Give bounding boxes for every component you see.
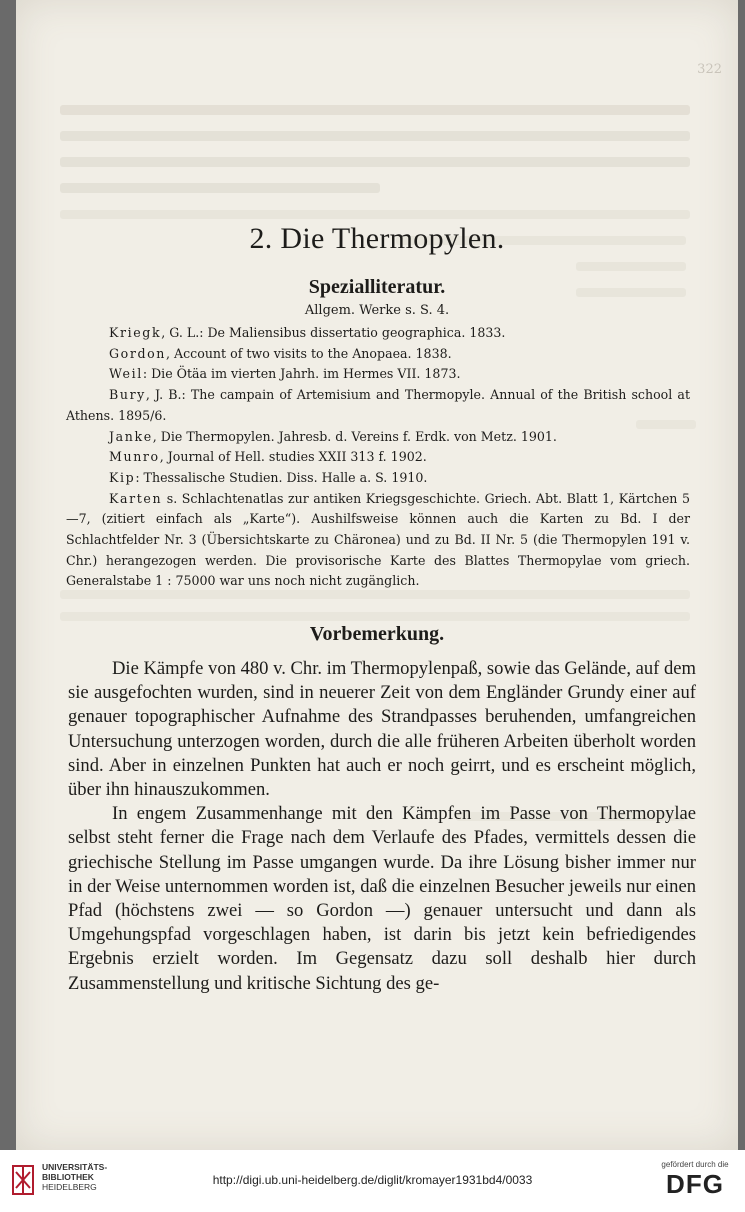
bib-details: , Account of two visits to the Anopaea. 1838. [166,345,452,361]
bibliography-entry [66,468,690,489]
viewer-footer [0,1150,745,1212]
literature-heading: Spezialliteratur. [308,276,446,298]
permalink-url[interactable]: http://digi.ub.uni-heidelberg.de/diglit/kromayer1931bd4/0033 [212,1173,533,1187]
book-page [16,0,738,1150]
bibliography-entry [66,385,690,426]
bibliography-entry [66,364,690,385]
library-name-line: UNIVERSITÄTS- [42,1162,108,1172]
bib-details: : Thessalische Studien. Diss. Halle a. S. 1910. [135,469,428,485]
paragraph: Die Kämpfe von 480 v. Chr. im Thermopylenpaß, sowie das Gelände, auf dem sie ausgefochten wurden, sind in neuerer Zeit von dem Engländer Grundy einer auf genauer topographischer Aufnahme des Strandpasses beruhenden, umfangreichen Untersuchung unterzogen worden, durch die alle früheren Arbeiten überholt worden sind. Aber in einzelnen Punkten hat auch er noch geirrt, und es erscheint möglich, über ihn hinauszukommen. [68,658,697,801]
funding-caption: gefördert durch die [661,1160,729,1169]
bib-details: , Die Thermopylen. Jahresb. d. Vereins f. Erdk. von Metz. 1901. [152,428,557,444]
funder-block[interactable] [655,1160,735,1199]
preface-heading: Vorbemerkung. [309,623,445,645]
bibliography-entry [66,344,690,365]
paragraph: In engem Zusammenhange mit den Kämpfen im Passe von Thermopylae selbst steht ferner die Frage nach dem Verlaufe des Pfades, vermittels dessen die griechische Stellung im Passe umgangen wurde. Da ihre Lösung bisher immer nur in der Weise unternommen worden ist, daß die einzelnen Besucher jeweils nur einen Pfad (höchstens zwei — so Gordon —) genauer untersucht und dann als Umgehungspfad vorgeschlagen haben, ist darin bis jetzt kein befriedigendes Ergebnis erzielt worden. Im Gegensatz dazu soll deshalb hier durch Zusammenstellung und kritische Sichtung des ge- [68,803,696,994]
bib-details: , J. B.: The campain of Artemisium and Thermopyle. Annual of the British school at Athens. 1895/6. [66,387,690,423]
bibliography-list [66,323,690,592]
library-name-line: BIBLIOTHEK [42,1172,94,1182]
bib-author: Janke [109,428,153,444]
bib-author: Kip [109,469,136,485]
bib-details: , G. L.: De Maliensibus dissertatio geographica. 1833. [161,325,506,340]
chapter-title: 2. Die Thermopylen. [249,222,505,255]
bibliography-entry [66,447,690,468]
bib-author: Munro [109,449,160,465]
page-number-bleed: 322 [697,62,722,77]
literature-subtitle: Allgem. Werke s. S. 4. [304,303,450,318]
bib-details: : Die Ötäa im vierten Jahrh. im Hermes VII. 1873. [142,366,461,382]
bibliography-entry [66,427,690,448]
body-text [68,657,696,996]
bib-details: , Journal of Hell. studies XXII 313 f. 1902. [159,449,427,465]
bibliography-entry [66,489,690,593]
bib-author: Bury [109,387,146,403]
bib-author: Karten [109,490,163,506]
bib-author: Gordon [109,345,167,361]
bib-author: Kriegk [109,325,162,340]
bib-author: Weil [109,366,143,382]
dfg-logo: DFG [666,1169,724,1199]
bib-details: s. Schlachtenatlas zur antiken Kriegsgeschichte. Griech. Abt. Blatt 1, Kärtchen 5—7, (zitiert einfach als „Karte“). Aushilfsweise können auch die Karten zu Bd. I der Schlachtfelder Nr. 3 (Übersichtskarte zu Chäronea) und zu Bd. II Nr. 5 (die Thermopylen 191 v. Chr.) herangezogen werden. Die provisorische Karte des Blattes Thermopylae vom griech. Generalstabe 1 : 75000 war uns noch nicht zugänglich. [66,490,690,589]
library-name-line: HEIDELBERG [42,1182,97,1192]
bibliography-entry [66,323,690,344]
